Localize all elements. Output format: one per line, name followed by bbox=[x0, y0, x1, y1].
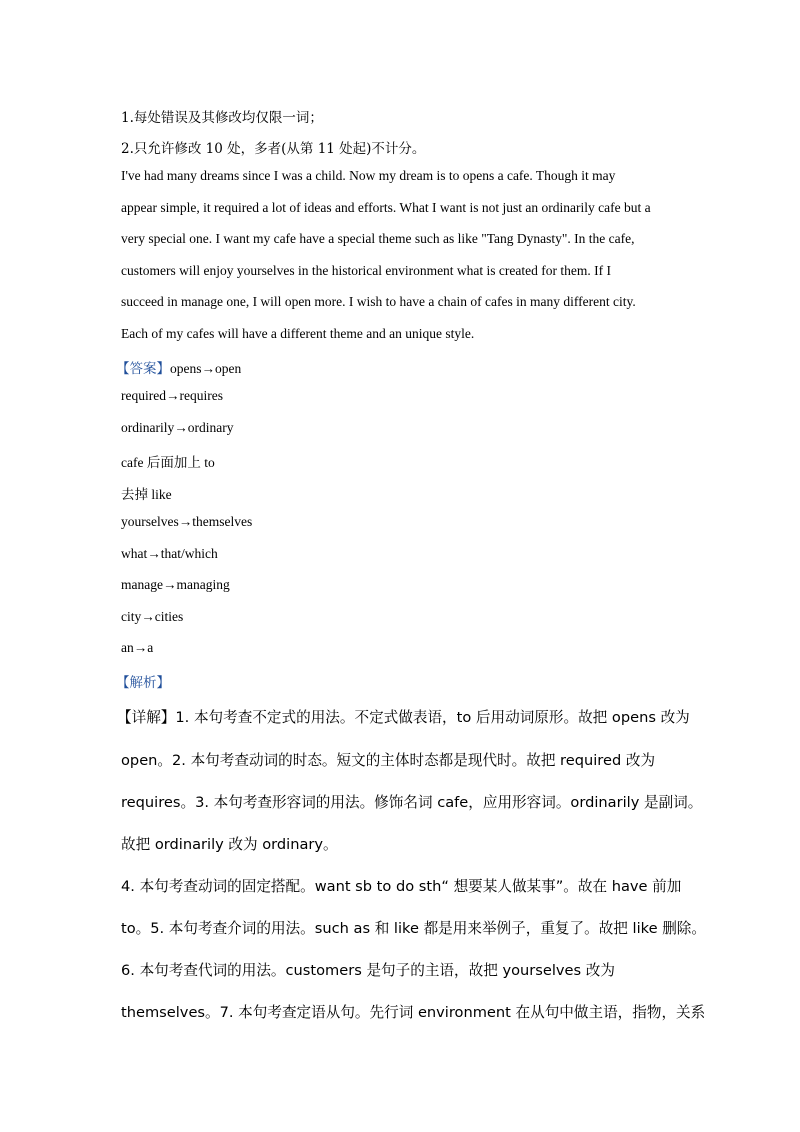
analysis-line-4: 故把 ordinarily 改为 ordinary。 bbox=[121, 836, 338, 853]
passage-line-5: succeed in manage one, I will open more. I wish to have a chain of cafes in many different city. bbox=[121, 294, 636, 309]
passage-line-1: I've had many dreams since I was a child. Now my dream is to opens a cafe. Though it may bbox=[121, 168, 616, 183]
answer-item: 去掉 like bbox=[121, 487, 172, 502]
analysis-line-1: 【详解】1. 本句考查不定式的用法。不定式做表语，to 后用动词原形。故把 opens 改为 bbox=[117, 709, 690, 726]
passage-line-3: very special one. I want my cafe have a special theme such as like "Tang Dynasty". In the cafe, bbox=[121, 231, 635, 246]
instruction-1: 1.每处错误及其修改均仅限一词； bbox=[121, 110, 323, 126]
analysis-line-3: requires。3. 本句考查形容词的用法。修饰名词 cafe，应用形容词。ordinarily 是副词。 bbox=[121, 794, 703, 811]
answer-item: cafe 后面加上 to bbox=[121, 455, 215, 470]
answer-item: an→a bbox=[121, 640, 154, 655]
passage-line-2: appear simple, it required a lot of ideas and efforts. What I want is not just an ordinarily cafe but a bbox=[121, 200, 651, 215]
instruction-2: 2.只允许修改 10 处，多者(从第 11 处起)不计分。 bbox=[121, 141, 426, 157]
answer-item: required→requires bbox=[121, 388, 223, 403]
analysis-line-6: to。5. 本句考查介词的用法。such as 和 like 都是用来举例子，重复了。故把 like 删除。 bbox=[121, 920, 706, 937]
analysis-line-7: 6. 本句考查代词的用法。customers 是句子的主语，故把 yourselves 改为 bbox=[121, 962, 615, 979]
analysis-line-5: 4. 本句考查动词的固定搭配。want sb to do sth“ 想要某人做某事”。故在 have 前加 bbox=[121, 878, 682, 895]
passage-line-4: customers will enjoy yourselves in the historical environment what is created for them. If I bbox=[121, 263, 611, 278]
analysis-line-8: themselves。7. 本句考查定语从句。先行词 environment 在从句中做主语，指物，关系 bbox=[121, 1004, 706, 1021]
answer-label: 【答案】 bbox=[116, 361, 170, 376]
passage-line-6: Each of my cafes will have a different theme and an unique style. bbox=[121, 326, 475, 341]
answer-item: yourselves→themselves bbox=[121, 514, 253, 529]
answer-item: what→that/which bbox=[121, 546, 218, 561]
analysis-line-2: open。2. 本句考查动词的时态。短文的主体时态都是现代时。故把 required 改为 bbox=[121, 752, 656, 769]
answer-item: city→cities bbox=[121, 609, 184, 624]
answer-item: ordinarily→ordinary bbox=[121, 420, 234, 435]
analysis-label: 【解析】 bbox=[116, 675, 170, 691]
answer-item: opens→open bbox=[170, 361, 242, 376]
answer-row-1 bbox=[116, 357, 241, 377]
answer-item: manage→managing bbox=[121, 577, 230, 592]
